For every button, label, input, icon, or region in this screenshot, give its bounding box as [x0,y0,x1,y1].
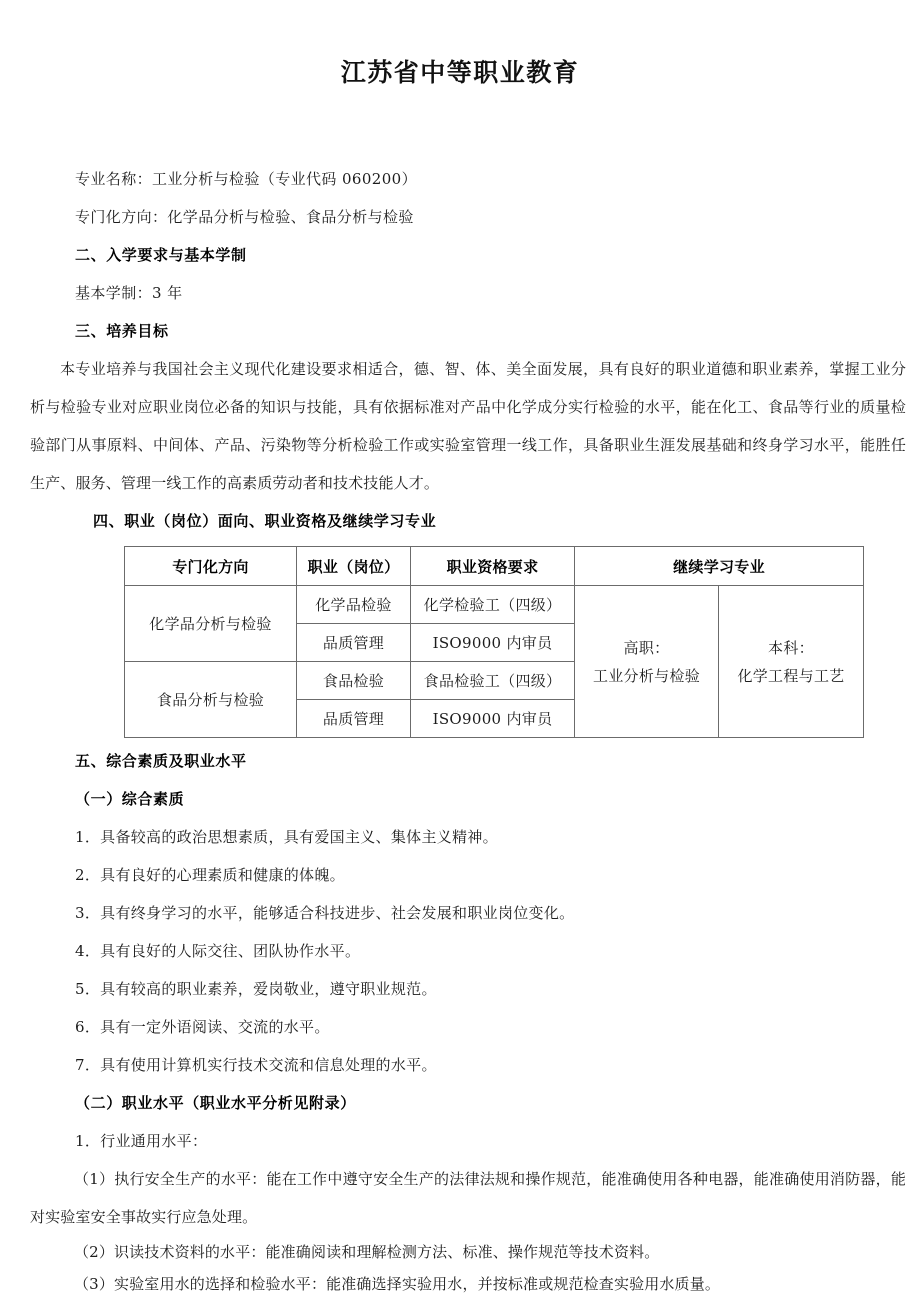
ability-item-2: （2）识读技术资料的水平：能准确阅读和理解检测方法、标准、操作规范等技术资料。 [74,1243,660,1261]
industry-general-ability-subheading: 1．行业通用水平： [75,1132,208,1150]
table-row [125,586,864,624]
list-item: 5．具有较高的职业素养，爱岗敬业，遵守职业规范。 [75,980,437,998]
cell-cert-iso-1: ISO9000 内审员 [411,624,575,662]
career-qualification-table [124,546,864,738]
table-header-row [125,547,864,586]
list-item: 3．具有终身学习的水平，能够适合科技进步、社会发展和职业岗位变化。 [75,904,575,922]
section-five-heading: 五、综合素质及职业水平 [75,752,247,770]
undergraduate-major: 化学工程与工艺 [737,666,845,685]
cell-cert-chemical-inspector: 化学检验工（四级） [411,586,575,624]
specialization-direction-line: 专门化方向：化学品分析与检验、食品分析与检验 [75,208,414,226]
cell-continuing-vocational [575,586,719,738]
cell-job-chemical-inspection: 化学品检验 [297,586,411,624]
undergraduate-label: 本科： [768,638,814,657]
section-five-part-two-heading: （二）职业水平（职业水平分析见附录） [75,1094,356,1112]
training-objective-paragraph: 本专业培养与我国社会主义现代化建设要求相适合，德、智、体、美全面发展，具有良好的职业道德和职业素养，掌握工业分析与检验专业对应职业岗位必备的知识与技能，具有依据标准对产品中化学成分实行检验的水平，能在化工、食品等行业的质量检验部门从事原料、中间体、产品、污染物等分析检验工作或实验室管理一线工作，具备职业生涯发展基础和终身学习水平，能胜任生产、服务、管理一线工作的高素质劳动者和技术技能人才。 [30,360,906,492]
ability-item-1: （1）执行安全生产的水平：能在工作中遵守安全生产的法律法规和操作规范，能准确使用各种电器，能准确使用消防器，能对实验室安全事故实行应急处理。 [30,1170,906,1226]
section-four-heading: 四、职业（岗位）面向、职业资格及继续学习专业 [93,512,437,530]
page-title: 江苏省中等职业教育 [340,58,580,87]
th-job: 职业（岗位） [297,547,411,586]
section-two-heading: 二、入学要求与基本学制 [75,246,247,264]
list-item: 1．具备较高的政治思想素质，具有爱国主义、集体主义精神。 [75,828,498,846]
list-item: 4．具有良好的人际交往、团队协作水平。 [75,942,361,960]
jobs-table-wrapper [16,540,905,742]
list-item: 2．具有良好的心理素质和健康的体魄。 [75,866,345,884]
section-three-heading: 三、培养目标 [75,322,169,340]
th-continuing-study: 继续学习专业 [575,547,864,586]
section-five-part-one-heading: （一）综合素质 [75,790,185,808]
list-item: 7．具有使用计算机实行技术交流和信息处理的水平。 [75,1056,437,1074]
th-certificate: 职业资格要求 [411,547,575,586]
cell-job-food-inspection: 食品检验 [297,662,411,700]
cell-continuing-undergraduate [719,586,864,738]
document-body [0,160,920,1300]
list-item: 6．具有一定外语阅读、交流的水平。 [75,1018,330,1036]
cell-job-quality-management-2: 品质管理 [297,700,411,738]
schooling-length-line: 基本学制：3 年 [75,284,183,302]
cell-job-quality-management-1: 品质管理 [297,624,411,662]
ability-item-3: （3）实验室用水的选择和检验水平：能准确选择实验用水，并按标准或规范检查实验用水质量。 [74,1275,720,1293]
vocational-label: 高职： [623,638,670,657]
major-name-line: 专业名称：工业分析与检验（专业代码 060200） [75,170,418,188]
cell-cert-food-inspector: 食品检验工（四级） [411,662,575,700]
cell-direction-chemical: 化学品分析与检验 [125,586,297,662]
th-direction: 专门化方向 [125,547,297,586]
vocational-major: 工业分析与检验 [592,666,701,685]
cell-cert-iso-2: ISO9000 内审员 [411,700,575,738]
cell-direction-food: 食品分析与检验 [125,662,297,738]
